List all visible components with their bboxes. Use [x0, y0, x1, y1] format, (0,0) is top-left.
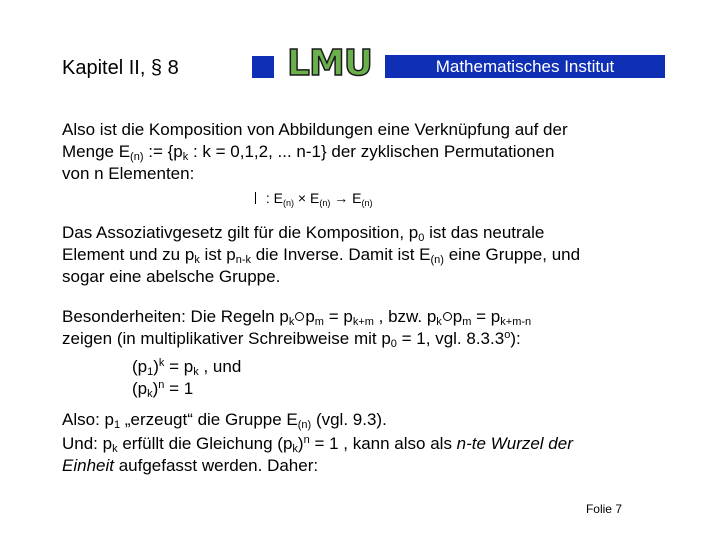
institute-banner: Mathematisches Institut [385, 55, 665, 78]
chapter-title: Kapitel II, § 8 [62, 57, 179, 79]
text-line: zeigen (in multiplikativer Schreibweise mit $p_0 = 1$, vgl. 8.3.3$^o$): [62, 329, 521, 350]
paragraph-special-properties [62, 306, 682, 400]
text-line: Menge $E_{(n)}$ := {$p_k$ : k = 0,1,2, ... n-1} der zyklischen Permutationen [62, 142, 555, 163]
composition-formula: : $E_{(n)} \times E_{(n)} \to E_{(n)}$ [255, 188, 372, 208]
text-line: Das Assoziativgesetz gilt für die Komposition, $p_0$ ist das neutrale [62, 223, 545, 244]
paragraph-composition [62, 119, 682, 185]
paragraph-generator [62, 409, 682, 477]
text-line: Element und zu $p_k$ ist $p_{n-k}$ die Inverse. Damit ist $E_{(n)}$ eine Gruppe, und [62, 245, 581, 266]
composition-operator [443, 312, 452, 321]
paragraph-associativity [62, 222, 682, 288]
equation-line: $(p_k)^n = 1$ [132, 379, 194, 400]
text-line: Einheit aufgefasst werden. Daher: [62, 456, 319, 475]
text-line: Also ist die Komposition von Abbildungen eine Verknüpfung auf der [62, 120, 568, 139]
slide-number: Folie 7 [585, 502, 622, 516]
equation-line: $(p_1)^k = p_k$ , und [132, 357, 242, 378]
logo-square [252, 56, 274, 78]
composition-operator [295, 312, 304, 321]
text-line: Besonderheiten: Die Regeln $p_k$ $p_m = p_{k+m}$ , bzw. $p_k$ $p_m = p_{k+m-n}$ [62, 307, 532, 328]
text-line: sogar eine abelsche Gruppe. [62, 267, 281, 286]
text-line: von n Elementen: [62, 164, 195, 183]
text-line: Und: $p_k$ erfüllt die Gleichung $(p_k)^n = 1$ , kann also als n-te Wurzel der [62, 434, 573, 455]
text-line: Also: $p_1$ „erzeugt“ die Gruppe $E_{(n)}$ (vgl. 9.3). [62, 410, 387, 431]
lmu-logo: LMU [287, 43, 372, 84]
